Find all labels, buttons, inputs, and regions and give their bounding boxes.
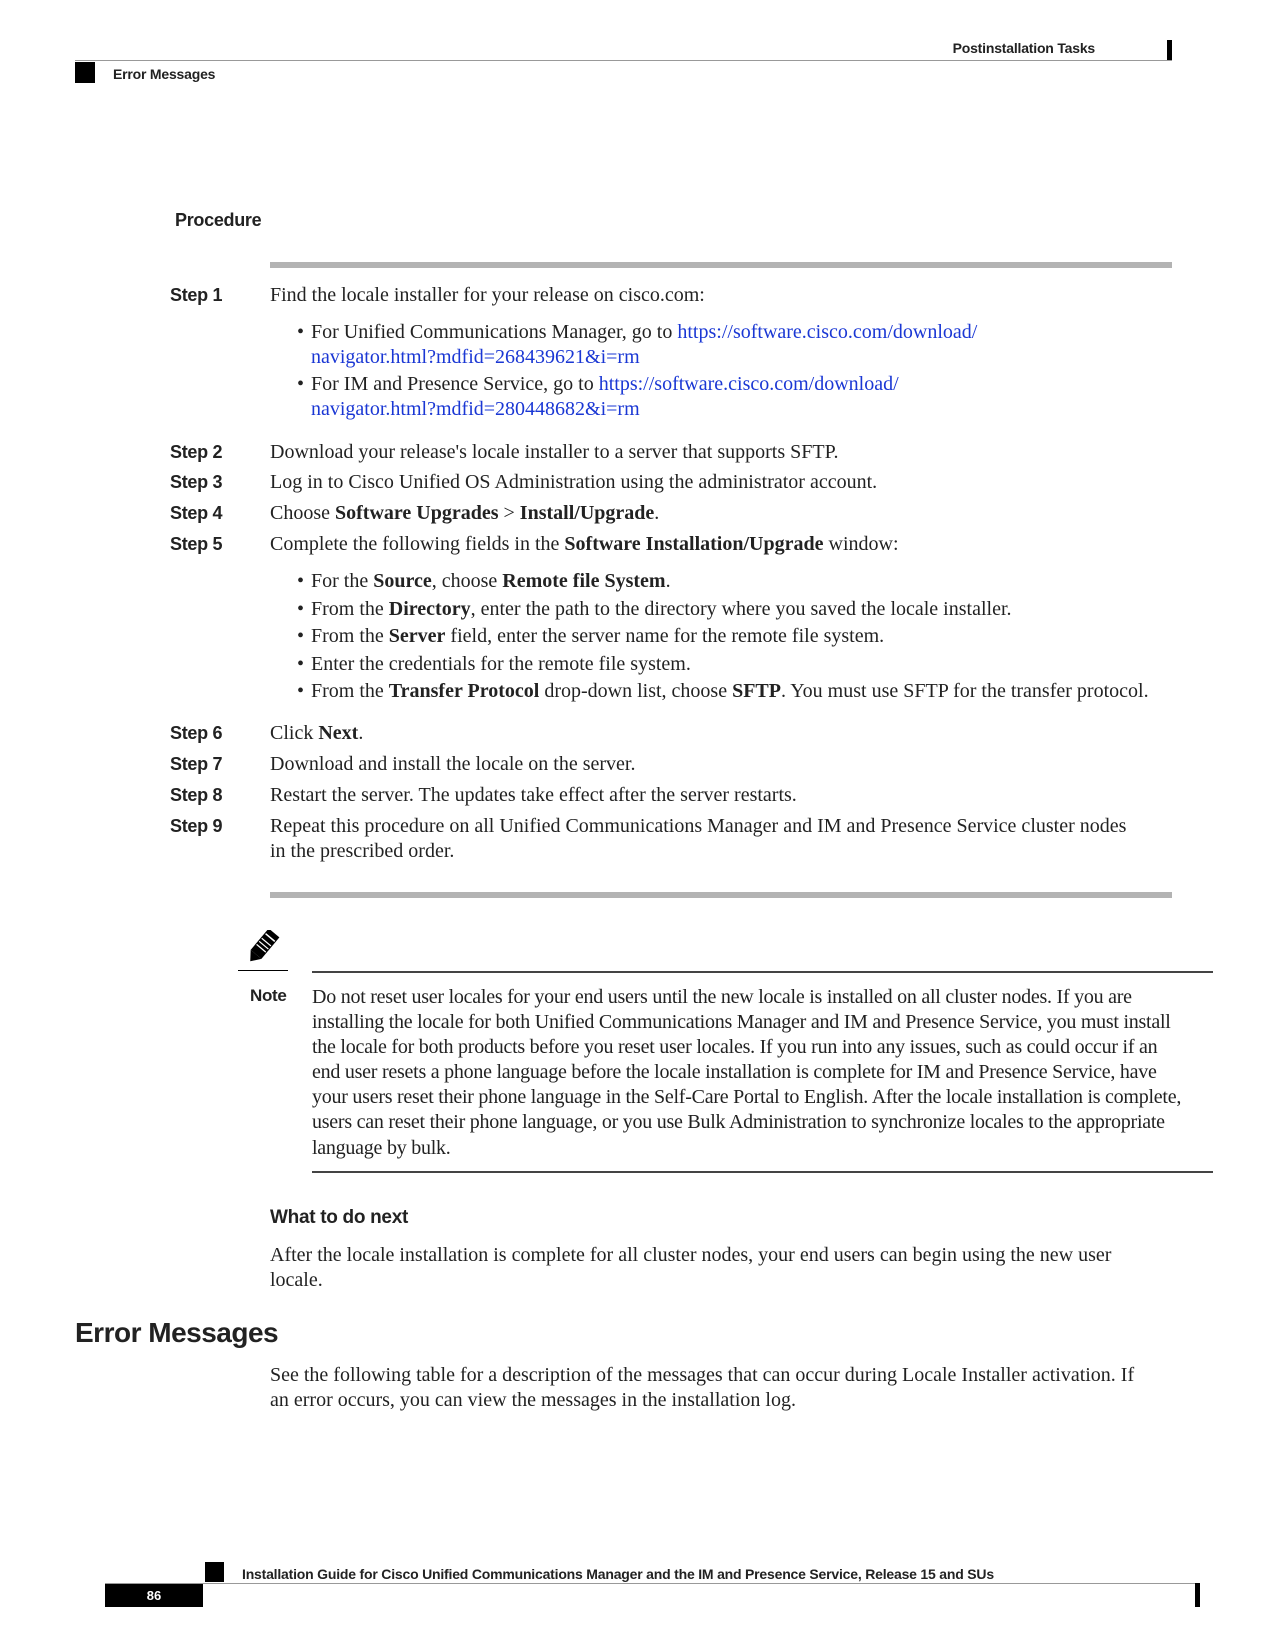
note-icon-underline <box>238 970 288 971</box>
step-label: Step 3 <box>170 472 223 492</box>
bullet-icon: • <box>297 680 305 702</box>
step-label: Step 5 <box>170 534 223 554</box>
note-top-rule <box>312 971 1213 973</box>
list-item: • From the Transfer Protocol drop-down list, choose SFTP. You must use SFTP for the transfer protocol. <box>297 680 1149 702</box>
note-text: Do not reset user locales for your end users until the new locale is installed on all cluster nodes. If you are installing the locale for both Unified Communications Manager and IM and Presence Service, you must install the locale for both products before you reset user locales. If you run into any issues, such as could occur if an end user resets a phone language before the locale installation is complete for IM and Presence Service, have your users reset their phone language in the Self-Care Portal to English. After the locale installation is complete, users can reset their phone language, or you use Bulk Administration to synchronize locales to the appropriate language by bulk. <box>312 986 1182 1159</box>
bullet-icon: • <box>297 570 305 592</box>
step-label: Step 6 <box>170 723 223 743</box>
download-link-imp-cont[interactable]: navigator.html?mdfid=280448682&i=rm <box>311 398 640 420</box>
header-section-title: Postinstallation Tasks <box>952 40 1095 56</box>
step-text: Restart the server. The updates take effect after the server restarts. <box>270 784 797 806</box>
page-number: 86 <box>105 1584 203 1607</box>
step-text: Log in to Cisco Unified OS Administration using the administrator account. <box>270 471 878 493</box>
note-label: Note <box>250 986 287 1005</box>
footer-box <box>205 1562 224 1582</box>
procedure-top-divider <box>270 262 1172 268</box>
bullet-icon: • <box>297 598 305 620</box>
bullet-icon: • <box>297 653 305 675</box>
step-text: Complete the following fields in the Software Installation/Upgrade window: <box>270 533 899 555</box>
step-text: Download and install the locale on the server. <box>270 753 636 775</box>
procedure-heading: Procedure <box>175 210 262 230</box>
step-text: Find the locale installer for your release on cisco.com: <box>270 284 705 306</box>
list-item: • From the Server field, enter the server name for the remote file system. <box>297 625 885 647</box>
footer-right-bar <box>1195 1583 1200 1607</box>
header-right-bar <box>1167 40 1172 61</box>
step-label: Step 2 <box>170 442 223 462</box>
list-item: • Enter the credentials for the remote file system. <box>297 653 691 675</box>
header-left-box <box>75 62 95 83</box>
bullet-icon: • <box>297 321 305 343</box>
bullet-text: For Unified Communications Manager, go to <box>311 321 678 343</box>
step-text: Download your release's locale installer to a server that supports SFTP. <box>270 441 839 463</box>
list-item: • From the Directory, enter the path to the directory where you saved the locale installer. <box>297 598 1012 620</box>
step-text: Choose Software Upgrades > Install/Upgrade. <box>270 502 660 524</box>
step-text: Click Next. <box>270 722 364 744</box>
step-label: Step 7 <box>170 754 223 774</box>
error-messages-text: See the following table for a description of the messages that can occur during Locale Installer activation. If an error occurs, you can view the messages in the installation log. <box>270 1364 1135 1411</box>
header-rule <box>75 60 1172 61</box>
procedure-bottom-divider <box>270 892 1172 898</box>
download-link-imp[interactable]: https://software.cisco.com/download/ <box>598 373 899 395</box>
step-label: Step 9 <box>170 816 223 836</box>
what-to-do-next-text: After the locale installation is complete for all cluster nodes, your end users can begin using the new user locale. <box>270 1244 1112 1291</box>
what-to-do-next-heading: What to do next <box>270 1207 408 1228</box>
list-item <box>297 372 1177 422</box>
bullet-icon: • <box>297 373 305 395</box>
step-label: Step 4 <box>170 503 223 523</box>
list-item <box>297 320 1177 370</box>
footer-book-title: Installation Guide for Cisco Unified Communications Manager and the IM and Presence Service, Release 15 and SUs <box>242 1566 994 1582</box>
download-link-cucm-cont[interactable]: navigator.html?mdfid=268439621&i=rm <box>311 346 640 368</box>
step-label: Step 1 <box>170 285 223 305</box>
step-text: Repeat this procedure on all Unified Communications Manager and IM and Presence Service cluster nodes in the prescribed order. <box>270 815 1127 862</box>
header-subsection-title: Error Messages <box>113 66 216 82</box>
error-messages-heading: Error Messages <box>75 1317 279 1348</box>
download-link-cucm[interactable]: https://software.cisco.com/download/ <box>677 321 978 343</box>
list-item: • For the Source, choose Remote file System. <box>297 570 671 592</box>
bullet-text: For IM and Presence Service, go to <box>311 373 599 395</box>
pencil-note-icon <box>238 930 288 970</box>
step-label: Step 8 <box>170 785 223 805</box>
bullet-icon: • <box>297 625 305 647</box>
footer-rule <box>105 1583 1200 1584</box>
note-bottom-rule <box>312 1171 1213 1173</box>
